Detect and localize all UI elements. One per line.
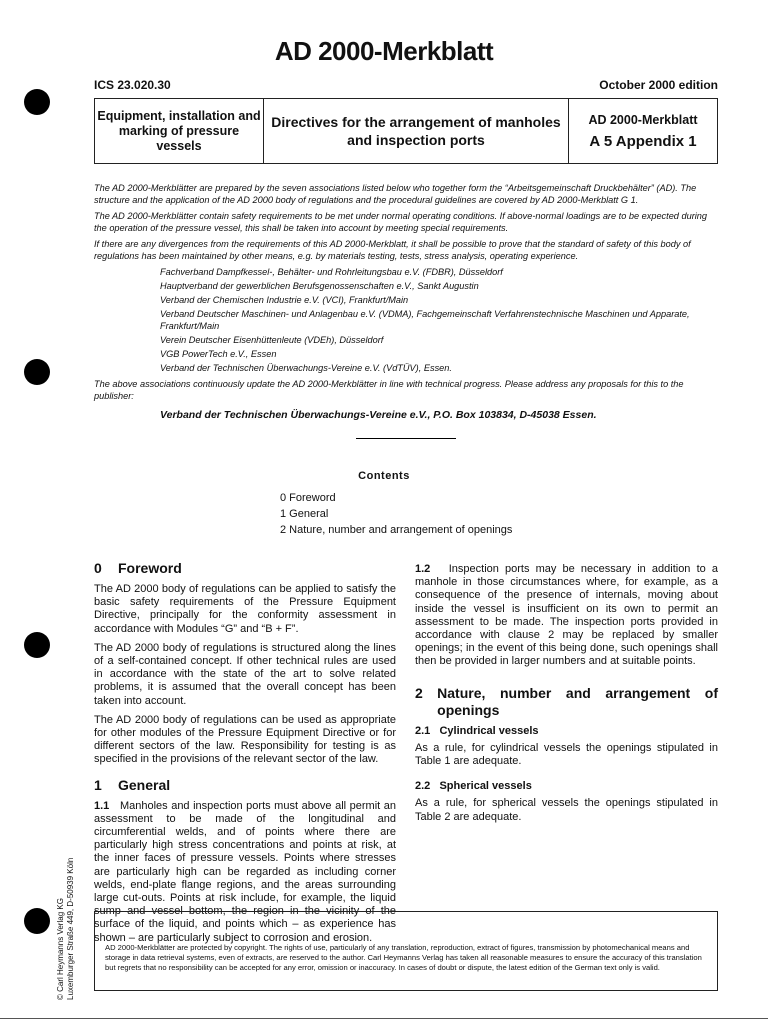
- body-paragraph: As a rule, for cylindrical vessels the openings stipulated in Table 1 are adequate.: [415, 741, 718, 768]
- divider: [356, 438, 456, 439]
- side-note-line: Luxemburger Straße 449, D-50939 Köln: [66, 857, 75, 1000]
- intro-paragraph: The AD 2000-Merkblätter are prepared by the seven associations listed below who together form the “Arbeitsgemeinschaft Druckbehälter” (AD). The structure and the application of the AD 2000 body of regulations and the procedural guidelines are covered by AD 2000-Merkblatt G 1.: [94, 183, 697, 205]
- body-paragraph: The AD 2000 body of regulations can be used as appropriate for other modules of the Pressure Equipment Directive or for different sectors of the law. Responsibility for testing is as specified in the provisions of the relevant sector of the law.: [94, 713, 396, 766]
- toc-item: 1 General: [280, 508, 329, 520]
- association-item: Verband der Technischen Überwachungs-Vereine e.V. (VdTÜV), Essen.: [160, 363, 452, 373]
- association-item: Verband der Chemischen Industrie e.V. (VCI), Frankfurt/Main: [160, 295, 409, 305]
- subsection-heading: [415, 780, 718, 793]
- section-heading-foreword: [94, 560, 396, 577]
- section-heading-general: [94, 777, 396, 794]
- subsection-heading: [415, 725, 718, 738]
- association-list: [94, 266, 720, 374]
- section-title: Foreword: [118, 560, 182, 576]
- clause-number: 1.1: [94, 799, 110, 812]
- section-number: 1: [94, 776, 102, 793]
- body-paragraph: The AD 2000 body of regulations is structured along the lines of a self-contained concept. If other technical rules are used in accordance with the state of the art to solve related problems, it is assumed that the overall concept has been taken into account.: [94, 641, 396, 707]
- association-item: Hauptverband der gewerblichen Berufsgenossenschaften e.V., Sankt Augustin: [160, 281, 479, 291]
- body-paragraph: [415, 563, 718, 669]
- header-category: Equipment, installation and marking of pressure vessels: [95, 99, 264, 163]
- left-column: [94, 560, 396, 951]
- punch-hole: [24, 908, 50, 934]
- subsection-number: 2.2: [415, 780, 431, 793]
- section-heading-openings: [415, 685, 718, 719]
- subsection-title: Cylindrical vessels: [439, 724, 539, 737]
- table-of-contents: [280, 490, 512, 538]
- subsection-title: Spherical vessels: [439, 780, 532, 793]
- clause-number: 1.2: [415, 563, 431, 575]
- punch-hole: [24, 632, 50, 658]
- section-number: 2: [415, 684, 423, 701]
- section-title: Nature, number and arrangement of openings: [437, 684, 718, 718]
- ics-code: ICS 23.020.30: [94, 78, 171, 92]
- toc-item: 2 Nature, number and arrangement of openings: [280, 524, 513, 536]
- association-item: VGB PowerTech e.V., Essen: [160, 349, 277, 359]
- right-column: [415, 563, 718, 830]
- toc-item: 0 Foreword: [280, 492, 336, 504]
- intro-paragraph: The AD 2000-Merkblätter contain safety requirements to be met under normal operating conditions. If above-normal loadings are to be expected during the operation of the pressure vessel, this shall be taken into account by meeting special requirements.: [94, 211, 708, 233]
- body-paragraph: The AD 2000 body of regulations can be applied to satisfy the basic safety requirements of the Pressure Equipment Directive, principally for the conformity assessment in accordance with Modules “G” and “B + F”.: [94, 583, 396, 635]
- body-paragraph: As a rule, for spherical vessels the openings stipulated in Table 2 are adequate.: [415, 797, 718, 823]
- section-number: 0: [94, 560, 102, 576]
- copyright-box: [94, 911, 718, 991]
- contents-heading: Contents: [358, 470, 410, 482]
- punch-hole: [24, 89, 50, 115]
- header-box: [94, 98, 718, 164]
- section-title: General: [118, 776, 171, 793]
- clause-text: Inspection ports may be necessary in addition to a manhole in those circumstances where, for example, as a consequence of the presence of internals, moving about inside the vessel is insufficient on its own to permit an assessment to be made. The inspection ports provided in accordance with clause 2 may be replaced by smaller openings; in the event of this being done, such openings shall then be provided in larger numbers and at suitable points.: [415, 563, 718, 668]
- punch-hole: [24, 359, 50, 385]
- header-reference: [569, 99, 717, 163]
- document-title: AD 2000-Merkblatt: [274, 36, 494, 66]
- intro-paragraph: The above associations continuously update the AD 2000-Merkblätter in line with technical progress. Please address any proposals for this to the publisher:: [94, 379, 684, 401]
- publisher-side-note: [56, 824, 76, 1000]
- publisher-address: Verband der Technischen Überwachungs-Vereine e.V., P.O. Box 103834, D-45038 Essen.: [160, 409, 597, 421]
- clause-text: Manholes and inspection ports must above all permit an assessment to be made of the longitudinal and circumferential welds, and of points where there are particularly high stress concentrations and points at risk, at the inner faces of pressure vessels. Points where stresses are particularly high can be regarded as including corner welds, end-plate flange regions, and the areas surrounding large cut-outs. Points at risk include, for example, the liquid sump and vessel bottom, the region in the vicinity of the surface of the liquid, and points which – as experience has shown – are particularly subject to corrosion and erosion.: [94, 799, 396, 944]
- intro-paragraph: If there are any divergences from the requirements of this AD 2000-Merkblatt, it shall be possible to prove that the standard of safety of this body of regulations has been maintained by other means, e.g. by materials testing, tests, stress analysis, operating experience.: [94, 239, 691, 261]
- association-item: Verein Deutscher Eisenhüttenleute (VDEh), Düsseldorf: [160, 335, 384, 345]
- header-reference-top: AD 2000-Merkblatt: [588, 112, 698, 127]
- intro-section: [94, 182, 720, 406]
- edition-date: October 2000 edition: [599, 78, 718, 92]
- association-item: Fachverband Dampfkessel-, Behälter- und Rohrleitungsbau e.V. (FDBR), Düsseldorf: [160, 267, 503, 277]
- header-reference-code: A 5 Appendix 1: [589, 132, 697, 150]
- copyright-notice: AD 2000-Merkblätter are protected by copyright. The rights of use, particularly of any translation, reproduction, extract of figures, transmission by photomechanical means and storage in data retrieval systems, even of extracts, are reserved to the author. Carl Heymanns Verlag has taken all reasonable measures to ensure the accuracy of this translation but regrets that no responsibility can be accepted for any error, omission or inaccuracy. In cases of doubt or dispute, the latest edition of the German text only is valid.: [105, 943, 702, 972]
- subsection-number: 2.1: [415, 724, 431, 737]
- association-item: Verband Deutscher Maschinen- und Anlagenbau e.V. (VDMA), Fachgemeinschaft Verfahrenstechnische Maschinen und Apparate, Frankfurt/Main: [160, 309, 690, 331]
- header-subject: Directives for the arrangement of manholes and inspection ports: [264, 99, 569, 163]
- side-note-line: © Carl Heymanns Verlag KG: [56, 898, 65, 1000]
- page-bottom-edge: [0, 1018, 768, 1019]
